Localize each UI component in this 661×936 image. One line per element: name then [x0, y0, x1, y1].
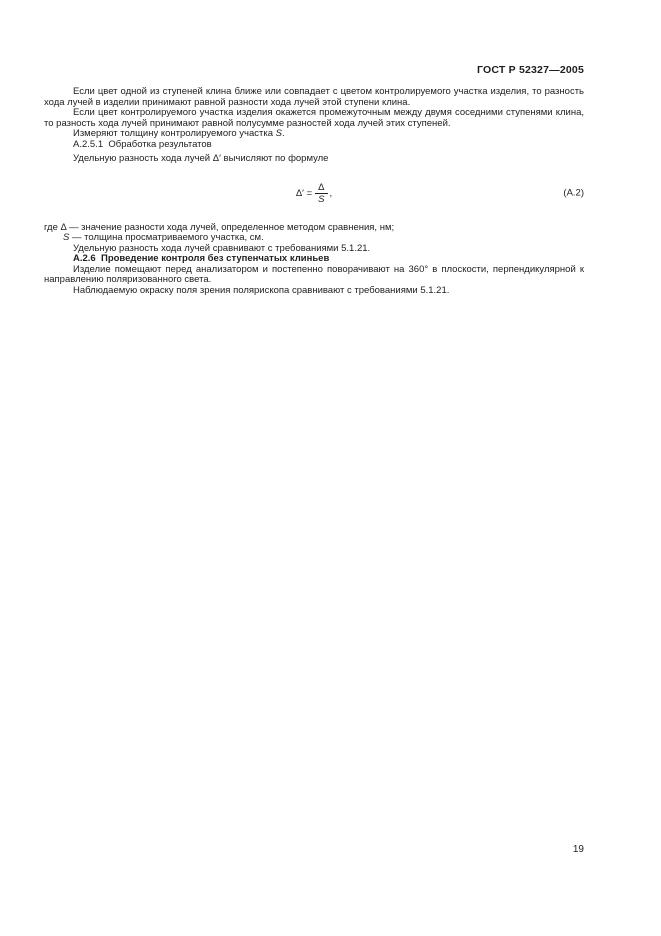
paragraph-wedge-step-intermediate: Если цвет контролируемого участка изделия окажется промежуточным между двумя соседними ступенями клина, то разность хода лучей принимают равной полусумме разностей хода лучей этих ступеней.	[44, 107, 584, 129]
paragraph-text: вычисляют по формуле	[220, 153, 329, 164]
where-text: — значение разности хода лучей, определенное методом сравнения, нм;	[66, 221, 395, 233]
symbol-s: S	[275, 128, 283, 139]
formula-a2	[44, 183, 584, 204]
paragraph-text: Удельную разность хода лучей	[73, 153, 213, 164]
paragraph-measure-thickness	[44, 129, 584, 140]
paragraph-text: .	[282, 128, 285, 139]
standard-number-header: ГОСТ Р 52327—2005	[476, 64, 584, 76]
paragraph-text: Измеряют толщину контролируемого участка	[73, 128, 276, 139]
fraction-denominator-s: S	[315, 193, 327, 204]
paragraph-observe-color: Наблюдаемую окраску поля зрения полярископа сравнивают с требованиями 5.1.21.	[73, 284, 450, 296]
where-clause-s	[44, 233, 584, 244]
where-lead: где	[44, 221, 61, 233]
document-body	[44, 87, 584, 296]
symbol-s: S	[63, 232, 70, 243]
page-number: 19	[572, 844, 584, 855]
paragraph-wedge-step-match: Если цвет одной из ступеней клина ближе или совпадает с цветом контролируемого участка изделия, то разность хода лучей в изделии принимают равной разности хода лучей этой ступени клина.	[44, 86, 584, 108]
fraction-numerator-delta: Δ	[318, 181, 325, 193]
paragraph-compare-requirements: Удельную разность хода лучей сравнивают с требованиями 5.1.21.	[73, 242, 371, 254]
formula-equation-number: (А.2)	[563, 187, 584, 199]
symbol-delta-prime: Δ′	[212, 153, 221, 164]
where-text: — толщина просматриваемого участка, см.	[69, 232, 264, 243]
formula-lhs: Δ′ =	[295, 187, 313, 199]
subsection-heading-a251: А.2.5.1 Обработка результатов	[73, 138, 212, 150]
paragraph-formula-intro	[44, 154, 584, 165]
subsection-heading-a26: А.2.6 Проведение контроля без ступенчатых клиньев	[73, 253, 330, 264]
paragraph-rotate-product: Изделие помещают перед анализатором и постепенно поворачивают на 360° в плоскости, перпендикулярной к направлению поляризованного света.	[44, 263, 584, 285]
formula-fraction	[315, 183, 327, 204]
formula-comma: ,	[329, 187, 333, 199]
symbol-delta: Δ	[60, 221, 67, 233]
